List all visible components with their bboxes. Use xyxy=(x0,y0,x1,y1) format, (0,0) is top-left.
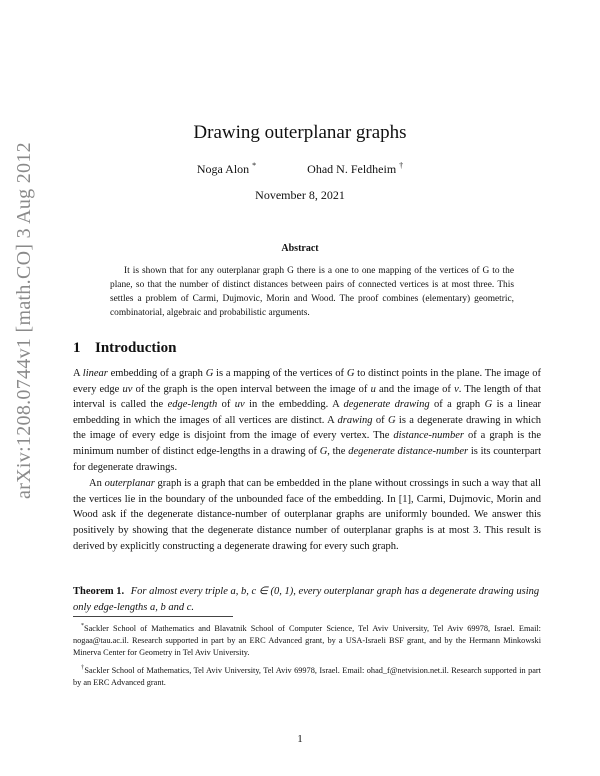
italic-term: uv xyxy=(122,383,133,395)
footnote xyxy=(73,662,541,689)
theorem xyxy=(73,584,541,615)
page-number: 1 xyxy=(297,733,303,745)
footnotes xyxy=(73,620,541,692)
footnote-text: Sackler School of Mathematics, Tel Aviv University, Tel Aviv 69978, Israel. Email: ohad_f@netvision.net.il. Research supported in part by an ERC Advanced grant. xyxy=(73,665,541,687)
theorem-label: Theorem 1. xyxy=(73,586,125,597)
italic-term: G xyxy=(346,368,355,379)
author xyxy=(197,161,256,177)
paper-title: Drawing outerplanar graphs xyxy=(193,122,407,143)
author xyxy=(307,161,403,177)
italic-term: distance-number xyxy=(393,430,464,442)
italic-term: G xyxy=(319,445,328,457)
paragraph: An outerplanar graph is a graph that can be embedded in the plane without crossings in such a way that all the vertices lie in the boundary of the unbounded face of the embedding. In [1], Carmi, Dujmovic, Morin and Wood ask if the degenerate distance-number of outerplanar graphs are uniformly bounded. We answer this positively by showing that the degenerate distance number of outerplanar graphs is at most 3. This result is derived by explicitly constructing a degenerate drawing for every such graph. xyxy=(73,478,541,552)
abstract-body: It is shown that for any outerplanar graph G there is a one to one mapping of the vertices of G to the plane, so that the number of distinct distances between pairs of connected vertices is at most three. This settles a problem of Carmi, Dujmovic, Morin and Wood. The proof combines (elementary) geometric, combinatorial, algebraic and probabilistic arguments. xyxy=(110,266,514,318)
footnote-mark: † xyxy=(81,664,85,671)
author-name: Ohad N. Feldheim xyxy=(307,162,397,176)
footnote xyxy=(73,620,541,659)
section-heading xyxy=(73,340,176,357)
italic-term: G xyxy=(484,399,493,411)
italic-term: v xyxy=(454,383,459,395)
italic-term: outerplanar xyxy=(104,478,155,490)
footnote-divider xyxy=(73,616,233,617)
italic-term: drawing xyxy=(337,414,373,426)
footnote-text: Sackler School of Mathematics and Blavatnik School of Computer Science, Tel Aviv University, Tel Aviv 69978, Israel. Email: nogaa@tau.ac.il. Research supported in part by an ERC Advanced grant, by a USA-Israeli BSF grant, and by the Hermann Minkowski Minerva Center for Geometry in Tel Aviv University. xyxy=(73,623,541,657)
italic-term: G xyxy=(387,414,396,426)
introduction-body xyxy=(73,366,541,554)
abstract-heading: Abstract xyxy=(281,243,319,254)
author-footnote-mark: † xyxy=(399,161,404,170)
paragraph: A linear embedding of a graph G is a mapping of the vertices of G to distinct points in the plane. The image of every edge uv of the graph is the open interval between the image of u and the image of v. The length of that interval is called the edge-length of uv in the embedding. A degenerate drawing of a graph G is a linear embedding in which the images of all vertices are distinct. A drawing of G is a degenerate drawing in which the image of every edge is disjoint from the image of every vertex. The distance-number of a graph is the minimum number of distinct edge-lengths in a drawing of G, the degenerate distance-number is its counterpart for degenerate drawings. xyxy=(73,368,542,473)
arxiv-identifier: arXiv:1208.0744v1 [math.CO] 3 Aug 2012 xyxy=(12,141,35,499)
theorem-statement: For almost every triple a, b, c ∈ (0, 1), every outerplanar graph has a degenerate drawing using only edge-lengths a, b and c. xyxy=(73,586,540,613)
section-number: 1 xyxy=(73,340,81,356)
footnote-mark: * xyxy=(81,623,84,629)
italic-term: degenerate drawing xyxy=(343,399,430,411)
italic-term: uv xyxy=(234,399,245,411)
author-footnote-mark: * xyxy=(252,161,257,170)
italic-term: linear xyxy=(82,368,108,379)
italic-term: degenerate distance-number xyxy=(348,445,469,457)
italic-term: u xyxy=(370,383,376,395)
arxiv-side-stamp xyxy=(4,90,44,550)
author-name: Noga Alon xyxy=(196,162,250,176)
section-title: Introduction xyxy=(95,340,177,356)
author-list xyxy=(0,161,600,177)
paper-date: November 8, 2021 xyxy=(255,188,345,202)
italic-term: G xyxy=(205,368,214,379)
italic-term: edge-length xyxy=(167,399,218,411)
